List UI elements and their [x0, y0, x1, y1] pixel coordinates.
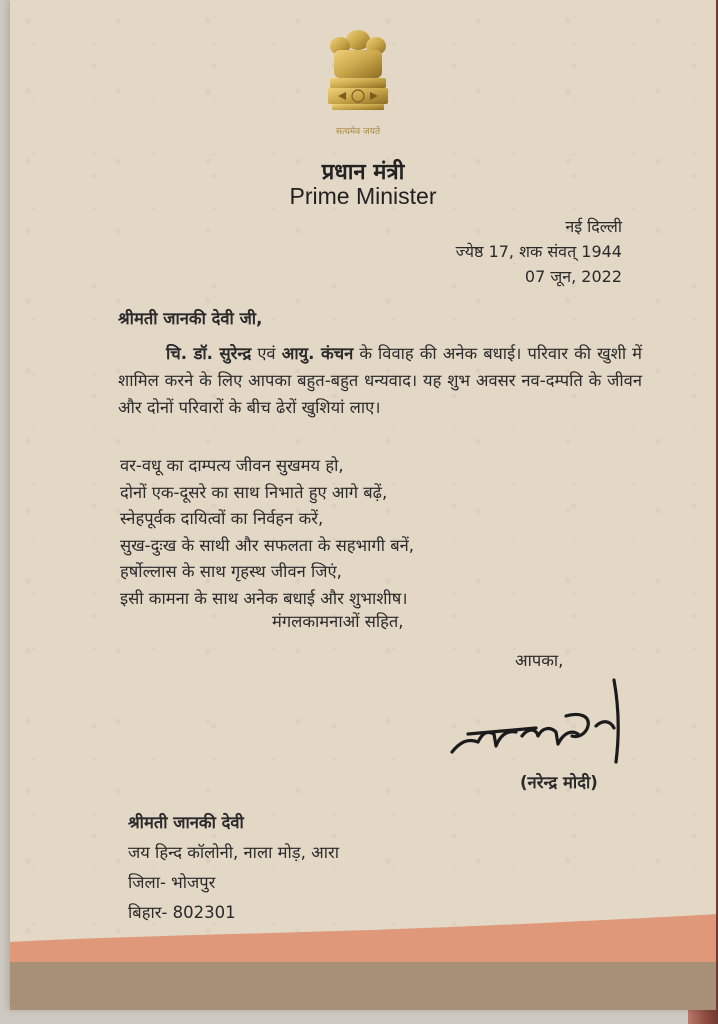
gregorian-date: 07 जून, 2022: [524, 267, 622, 286]
address-line: जय हिन्द कॉलोनी, नाला मोड़, आरा: [128, 843, 340, 862]
poem-line: हर्षोल्लास के साथ गृहस्थ जीवन जिएं,: [120, 562, 342, 581]
bride-name: आयु. कंचन: [281, 344, 354, 363]
poem-line: इसी कामना के साथ अनेक बधाई और शुभाशीष।: [120, 588, 408, 608]
letter-paper: [10, 0, 716, 1010]
handwritten-signature: [438, 672, 638, 772]
body-text: के विवाह की अनेक बधाई। परिवार की खुशी में शामिल करने के लिए आपका बहुत-बहुत धन्यवाद। यह शुभ अवसर नव-दम्पति के जीवन और दोनों परिवारों के बीच ढेरों खुशियां लाए।: [118, 344, 643, 417]
address-line: बिहार- 802301: [128, 903, 236, 922]
letterhead-title-english: Prime Minister: [289, 183, 437, 209]
recipient-name: श्रीमती जानकी देवी: [128, 813, 244, 832]
poem-line: सुख-दुःख के साथी और सफलता के सहभागी बनें,: [120, 535, 415, 555]
greeting: मंगलकामनाओं सहित,: [272, 612, 404, 631]
saka-date: ज्येष्ठ 17, शक संवत् 1944: [455, 242, 622, 261]
conjunction: एवं: [257, 344, 276, 363]
place: नई दिल्ली: [565, 217, 622, 236]
date-block: [456, 214, 622, 289]
poem-line: स्नेहपूर्वक दायित्वों का निर्वहन करें,: [120, 509, 324, 528]
poem: [120, 453, 414, 612]
letterhead-title-hindi: प्रधान मंत्री: [321, 160, 405, 185]
closing: आपका,: [515, 651, 564, 670]
decorative-border-brown: [10, 962, 716, 1010]
poem-line: दोनों एक-दूसरे का साथ निभाते हुए आगे बढ़ें,: [120, 482, 388, 502]
signer-name: (नरेन्द्र मोदी): [520, 773, 598, 792]
poem-line: वर-वधू का दाम्पत्य जीवन सुखमय हो,: [120, 456, 344, 475]
salutation: श्रीमती जानकी देवी जी,: [118, 309, 263, 328]
body-paragraph: [118, 340, 642, 421]
recipient-address: [128, 808, 339, 928]
groom-name: चि. डॉ. सुरेन्द्र: [166, 344, 252, 363]
address-line: जिला- भोजपुर: [128, 873, 216, 892]
emblem-motto: सत्यमेव जयते: [335, 127, 381, 137]
